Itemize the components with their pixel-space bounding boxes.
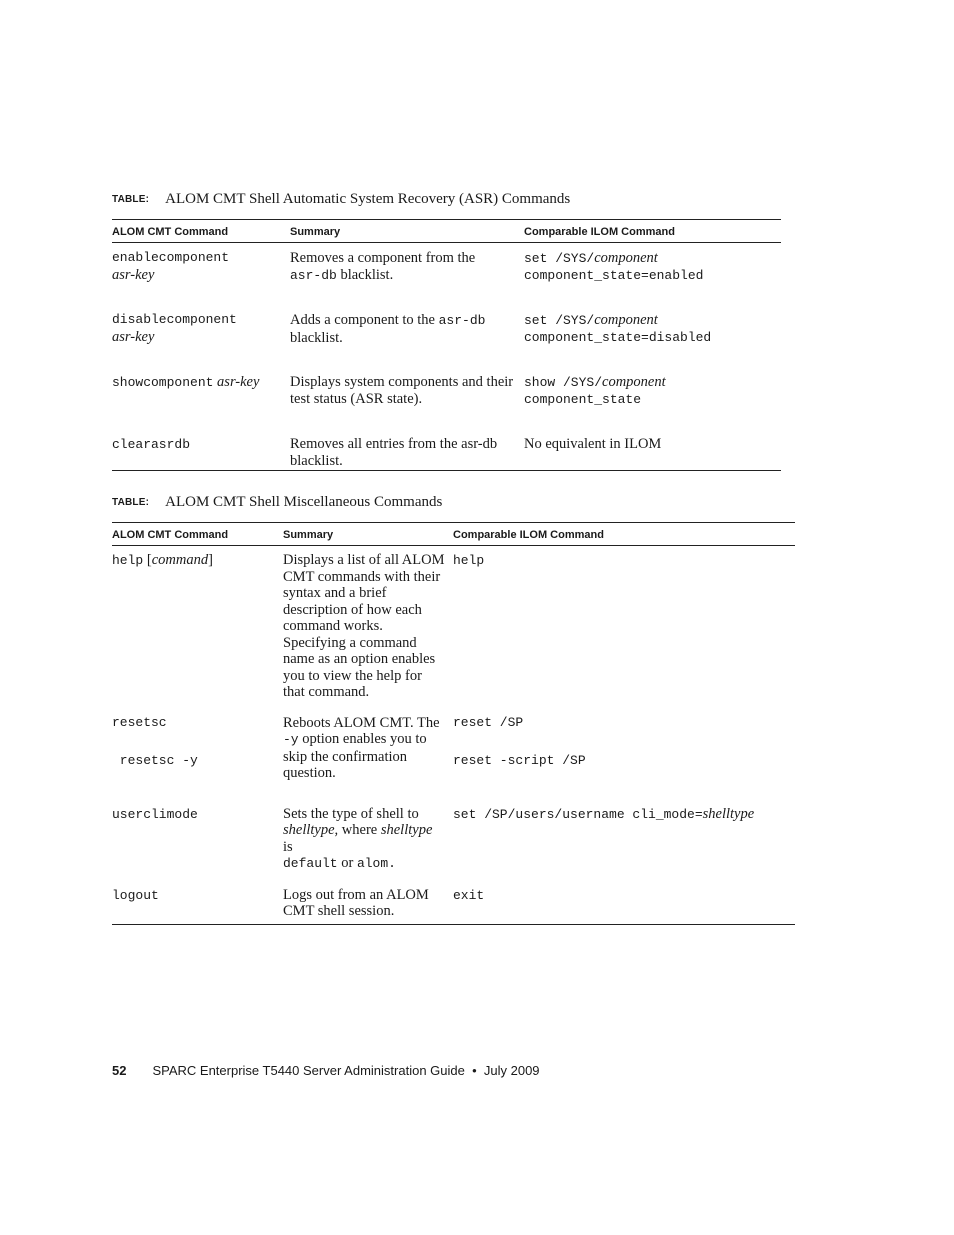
column-header: Comparable ILOM Command: [453, 529, 604, 541]
summary-text: Displays system components and their test status (ASR state).: [290, 374, 514, 407]
ilom-arg: component: [594, 250, 658, 266]
summary-text: blacklist.: [336, 266, 394, 283]
misc-commands-table: [112, 522, 795, 925]
command-name: clearasrdb: [112, 437, 191, 452]
summary-cell: [290, 367, 524, 429]
table2-title: ALOM CMT Shell Miscellaneous Commands: [165, 494, 443, 510]
summary-text: Displays a list of all ALOM CMT commands with their syntax and a brief description of how each command works. Specifying a command name as an option enables you to view the help for that command.: [283, 552, 445, 700]
ilom-arg: shelltype: [702, 805, 755, 822]
ilom-command: reset -script /SP: [453, 753, 586, 768]
summary-italic: shelltype,: [283, 822, 339, 838]
command-bracket: ]: [208, 552, 213, 568]
summary-code: asr-db: [438, 313, 486, 328]
table1-caption: [112, 191, 570, 208]
table-row: [112, 546, 795, 709]
footer-bullet: •: [472, 1063, 477, 1078]
summary-cell: [290, 243, 524, 306]
ilom-arg: component: [602, 374, 666, 390]
ilom-command: show /SYS/: [524, 375, 603, 390]
command-name: help: [112, 553, 144, 568]
command-name: resetsc: [112, 714, 167, 730]
table2-tag: TABLE:: [112, 497, 150, 508]
command-arg: command: [151, 552, 209, 568]
summary-cell: [283, 709, 453, 800]
command-arg: asr-key: [112, 266, 155, 283]
page-number: 52: [112, 1063, 127, 1078]
command-cell: [112, 546, 283, 709]
summary-text: where: [338, 822, 381, 838]
command-name: disablecomponent: [112, 312, 237, 327]
summary-cell: [290, 429, 524, 471]
table-row: [112, 429, 781, 471]
page-footer: [112, 1063, 540, 1078]
column-header: Summary: [290, 226, 341, 238]
summary-text: option enables you to skip the confirmation question.: [283, 731, 427, 781]
column-header: Summary: [283, 529, 334, 541]
ilom-command: set /SP/users/username cli_mode=: [453, 806, 703, 822]
ilom-cell: [524, 367, 781, 429]
ilom-command: component_state=disabled: [524, 329, 712, 345]
table-header-row: [112, 523, 795, 546]
command-name: showcomponent: [112, 375, 214, 390]
footer-title: SPARC Enterprise T5440 Server Administration Guide: [152, 1063, 465, 1078]
table-row: [112, 243, 781, 306]
command-cell: [112, 305, 290, 367]
ilom-cell: [453, 800, 795, 881]
summary-cell: [283, 546, 453, 709]
table-row: [112, 881, 795, 925]
command-arg: asr-key: [217, 374, 260, 390]
summary-text: or: [337, 855, 357, 871]
ilom-command: set /SYS/: [524, 251, 595, 266]
ilom-command: set /SYS/: [524, 313, 595, 328]
command-cell: [112, 800, 283, 881]
summary-text: Adds a component to the: [290, 312, 439, 328]
summary-text: Sets the type of shell to: [283, 805, 419, 822]
command-name: resetsc -y: [112, 753, 198, 768]
table-row: [112, 305, 781, 367]
summary-cell: [283, 800, 453, 881]
table-row: [112, 800, 795, 881]
command-cell: [112, 709, 283, 800]
summary-text: Reboots ALOM CMT. The: [283, 714, 440, 731]
summary-text: Removes all entries from the asr-db blacklist.: [290, 436, 498, 469]
summary-text: Removes a component from the: [290, 250, 476, 266]
summary-code: default: [283, 856, 338, 871]
ilom-cell: [524, 429, 781, 471]
ilom-command: component_state: [524, 391, 642, 407]
command-name: enablecomponent: [112, 250, 230, 265]
table1-title: ALOM CMT Shell Automatic System Recovery (ASR) Commands: [165, 191, 571, 207]
ilom-cell: [453, 546, 795, 709]
table-header-row: [112, 220, 781, 243]
summary-italic: shelltype: [380, 822, 433, 838]
ilom-text: No equivalent in ILOM: [524, 436, 662, 452]
summary-cell: [283, 881, 453, 925]
command-bracket: [: [143, 552, 152, 568]
ilom-cell: [524, 243, 781, 306]
ilom-cell: [453, 709, 795, 800]
command-cell: [112, 881, 283, 925]
table-row: [112, 709, 795, 800]
ilom-command: reset /SP: [453, 714, 524, 730]
command-cell: [112, 429, 290, 471]
ilom-cell: [453, 881, 795, 925]
command-name: logout: [112, 887, 159, 903]
column-header: Comparable ILOM Command: [524, 226, 675, 238]
ilom-command: help: [453, 553, 485, 568]
command-cell: [112, 367, 290, 429]
table1-tag: TABLE:: [112, 194, 150, 205]
summary-text: is: [283, 838, 293, 855]
summary-code: -y: [283, 732, 299, 747]
command-name: userclimode: [112, 806, 198, 822]
summary-code: alom.: [356, 856, 396, 871]
summary-code: asr-db: [290, 267, 337, 283]
summary-text: Logs out from an ALOM CMT shell session.: [283, 886, 429, 919]
table-row: [112, 367, 781, 429]
command-cell: [112, 243, 290, 306]
ilom-command: component_state=enabled: [524, 267, 704, 283]
asr-commands-table: [112, 219, 781, 471]
command-arg: asr-key: [112, 328, 155, 345]
ilom-command: exit: [453, 887, 485, 903]
summary-text: blacklist.: [290, 329, 343, 346]
summary-cell: [290, 305, 524, 367]
footer-date: July 2009: [483, 1063, 540, 1078]
ilom-arg: component: [594, 312, 658, 328]
table2-caption: [112, 494, 442, 511]
ilom-cell: [524, 305, 781, 367]
column-header: ALOM CMT Command: [112, 226, 229, 238]
column-header: ALOM CMT Command: [112, 529, 229, 541]
